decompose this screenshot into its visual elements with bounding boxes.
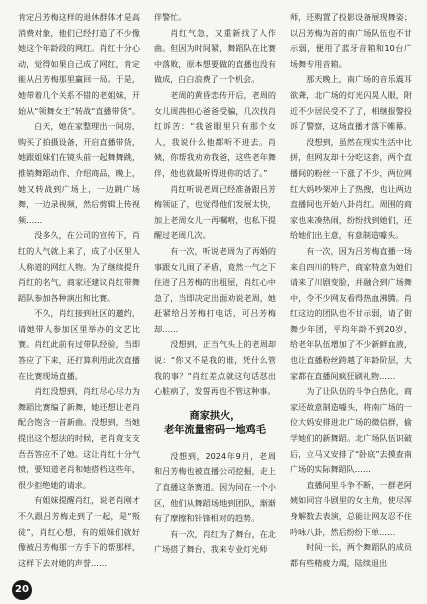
paragraph: 肖红气急，又重新找了人作曲。但因为时间紧，舞蹈队在比赛中落败，原本想要做的直播也没有做成，白白浪费了一个机会。 — [154, 27, 276, 85]
paragraph: 肖红没想到，肖红尽心尽力为舞蹈比赛编了新舞，她还想让老肖配合饱含一首新曲。没想到，当她提出这个想法的时候，老肖竟支支吾吾答应不了她。这让肖红十分气愤，要知道老肖和她搭档这些年，很少拒绝她的请求。 — [18, 386, 140, 490]
paragraph: 有一次，肖红为了舞台，在北广场搭了舞台，我来专业灯光师 — [154, 528, 276, 555]
section-heading — [154, 410, 276, 439]
paragraph: 那天晚上，南广场的音乐震耳欲聋，北广场的灯光闪晃人眼，附近不少居民受不了了，相继报警投诉了警察，这场直播才落下帷幕。 — [290, 74, 412, 132]
paragraph: 没想到，虽然在现实生活中比拼，但网友却十分吃这套，两个直播间的粉丝一下涨了不少，两位网红大妈吵架冲上了热搜，也让两边直播间也开始八卦肖红。周围的商家也来凑热闹，纷纷找到她们，还给她们出主意，有意制造噱头。 — [290, 136, 412, 241]
paragraph: 没多久，在公司的宣传下，肖红的人气就上来了，成了小区里人人称道的网红人物。为了继续提升肖红的名气，商家还建议肖红带舞蹈队参加各种演出和比赛。 — [18, 230, 140, 303]
section-heading-line-1: 商家拱火， — [189, 410, 241, 422]
paragraph: 白天，她在家整理出一间房，购买了拍摄设备，开启直播带货，她跟姐妹们在镜头前一起舞舞跳，推销舞蹈动作、介绍商品，晚上，她又转战到广场上，一边跳广场舞，一边录视频，然后剪辑上传视频…… — [18, 121, 140, 225]
paragraph: 有姐妹提醒肖红，说老肖刚才不久跟吕芳梅走到了一起，是“叛徒”，肖红心想，有的姐妹们就好像被吕芳梅那一方手下的帮那样，这样下去对她的声誉…… — [18, 495, 140, 568]
paragraph: 有一次，听说老周为了再婚的事跟女儿闹了矛盾，竟然一气之下住进了吕芳梅的出租屋，肖红心中急了，当即决定出面劝说老周，她赶紧给吕芳梅打电话，可吕芳梅却…… — [154, 245, 276, 334]
paragraph: 没想到，2024年9月，老周和吕芳梅也被直播公司挖掘，走上了直播这条赛道。因为同在一个小区，他们从舞蹈场地到团队，渐渐有了摩擦和针锋相对的趋势。 — [154, 450, 276, 524]
page-number: 20 — [12, 580, 32, 600]
text-column-2 — [154, 10, 276, 558]
paragraph: 肯定吕芳梅这样的退休群体才是高消费对象，他们已经打造了不少像她这个年龄段的网红。肖红十分心动，觉得如果自己成了网红，肯定能从吕芳梅那里赢回一局。于是，她带着几个关系不错的老姐妹，开始从“领舞女王”转战“直播带货”。 — [18, 12, 140, 116]
paragraph: 伴警忙。 — [154, 12, 187, 22]
paragraph: 为了让队伍的斗争白热化，商家还故意制造噱头，将南广场的一位大妈安排进北广场的微信群，偷学她们的新舞蹈。北广场队伍识破后，立马又安排了“卧底”去摸查南广场的实际舞蹈队…… — [290, 386, 412, 475]
text-column-1 — [18, 10, 140, 571]
paragraph: 不久，肖红接到社区的邀约，请她带人参加区里举办的文艺比赛。肖红此前有过带队经验，当即答应了下来，还打算利用此次直播在比赛现场直播。 — [18, 308, 140, 381]
text-column-3 — [290, 10, 412, 571]
paragraph: 有一次，因为吕芳梅直播一场来自四川的特产，商家特意为她们请来了川剧变脸，并融合到广场舞中，令不少网友看得热血沸腾。肖红这边的团队也不甘示弱，请了街舞少年团，平均年龄不到20岁，给老年队伍增加了不少新鲜血液，也让直播粉丝跨越了年龄阶层，大家都在直播间疯狂刷礼物…… — [290, 245, 412, 381]
paragraph: 直播间里斗争不断，一群老阿姨如同宫斗剧里的女主角，使尽浑身解数去表演，总能让网友忍不住吟咏八卦，然后纷纷下单…… — [290, 479, 412, 537]
section-heading-line-2: 老年流量密码一地鸡毛 — [164, 425, 266, 437]
paragraph: 肖红听说老周已经准备跟吕芳梅领证了，也觉得他们发展太快，加上老周女儿一再嘱咐，也私下提醒过老周几次。 — [154, 183, 276, 241]
paragraph: 老周的黄昏恋传开后，老周的女儿周茜担心爸爸受骗，几次找肖红诉苦：“我爸眼里只有那个女人，我说什么他都听不进去。肖姨，你帮我劝劝我爸，这些老年舞伴，他也就最听得进你的话了。” — [154, 89, 276, 178]
paragraph: 师，还购置了投影设备展现舞姿；以吕芳梅为首的南广场队伍也不甘示弱，便用了蓝牙音箱和10台广场舞专用音箱。 — [290, 12, 412, 69]
paragraph: 时间一长，两个舞蹈队的成员都有些精疲力竭，陆续退出 — [290, 542, 412, 568]
paragraph: 没想到，正当气头上的老周却说：“你又不是我的谁，凭什么管我的事？”肖红差点就这句话怼出心脏病了，发誓再也不管这种事。 — [154, 339, 276, 397]
magazine-page — [18, 10, 412, 582]
